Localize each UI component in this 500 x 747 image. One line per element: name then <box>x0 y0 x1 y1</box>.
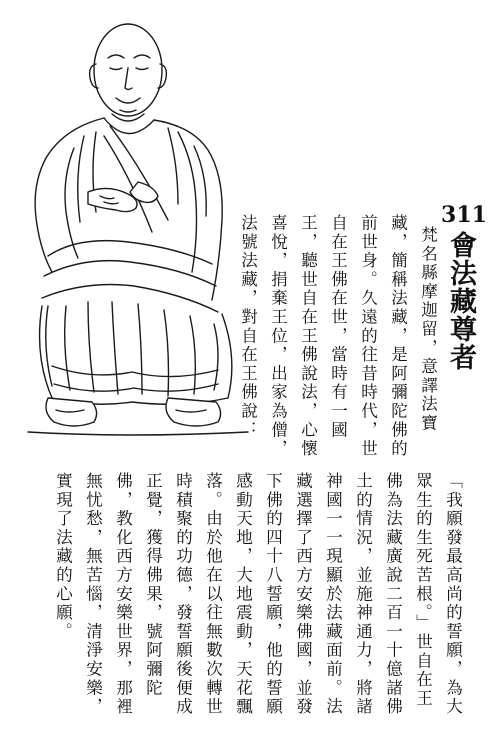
text-column: 佛為法藏廣說二百一十億諸佛 <box>383 472 403 717</box>
text-column: 梵名縣摩迦留，意譯法寶 <box>418 226 438 433</box>
text-column: 喜悅，捐棄王位，出家為僧， <box>268 214 288 459</box>
text-column: 實現了法藏的心願。 <box>53 472 73 642</box>
text-column: 神國一一現顯於法藏面前。法 <box>323 472 343 717</box>
text-column: 時積聚的功德，發誓願後便成 <box>173 472 193 717</box>
text-column: 落。由於他在以往無數次轉世 <box>203 472 223 717</box>
text-column: 前世身。久遠的往昔時代，世 <box>358 214 378 459</box>
text-column: 藏選擇了西方安樂佛國，並發 <box>293 472 313 717</box>
text-column: 下佛的四十八誓願，他的誓願 <box>263 472 283 717</box>
text-column: 無忧愁，無苦惱，清淨安樂， <box>83 472 103 717</box>
text-column: 藏，簡稱法藏，是阿彌陀佛的 <box>388 214 408 459</box>
text-column: 王，聽世自在王佛說法，心懷 <box>298 214 318 459</box>
text-column: 感動天地，大地震動，天花飄 <box>233 472 253 717</box>
text-column: 佛，教化西方安樂世界，那裡 <box>113 472 133 717</box>
text-column: 自在王佛在世，當時有一國 <box>328 214 348 440</box>
text-column: 眾生的生死苦根。」世自在王 <box>413 472 433 709</box>
entry-number: 311 <box>441 202 487 228</box>
arhat-illustration-icon <box>8 6 258 438</box>
text-column: 土的情況，並施神通力，將諸 <box>353 472 373 717</box>
entry-title: 會法藏尊者 <box>445 231 476 371</box>
text-column: 「我願發最高尚的誓願，為大 <box>443 472 463 717</box>
text-column: 正覺，獲得佛果，號阿彌陀 <box>143 472 163 698</box>
text-column: 法號法藏，對自在王佛說： <box>238 214 258 440</box>
